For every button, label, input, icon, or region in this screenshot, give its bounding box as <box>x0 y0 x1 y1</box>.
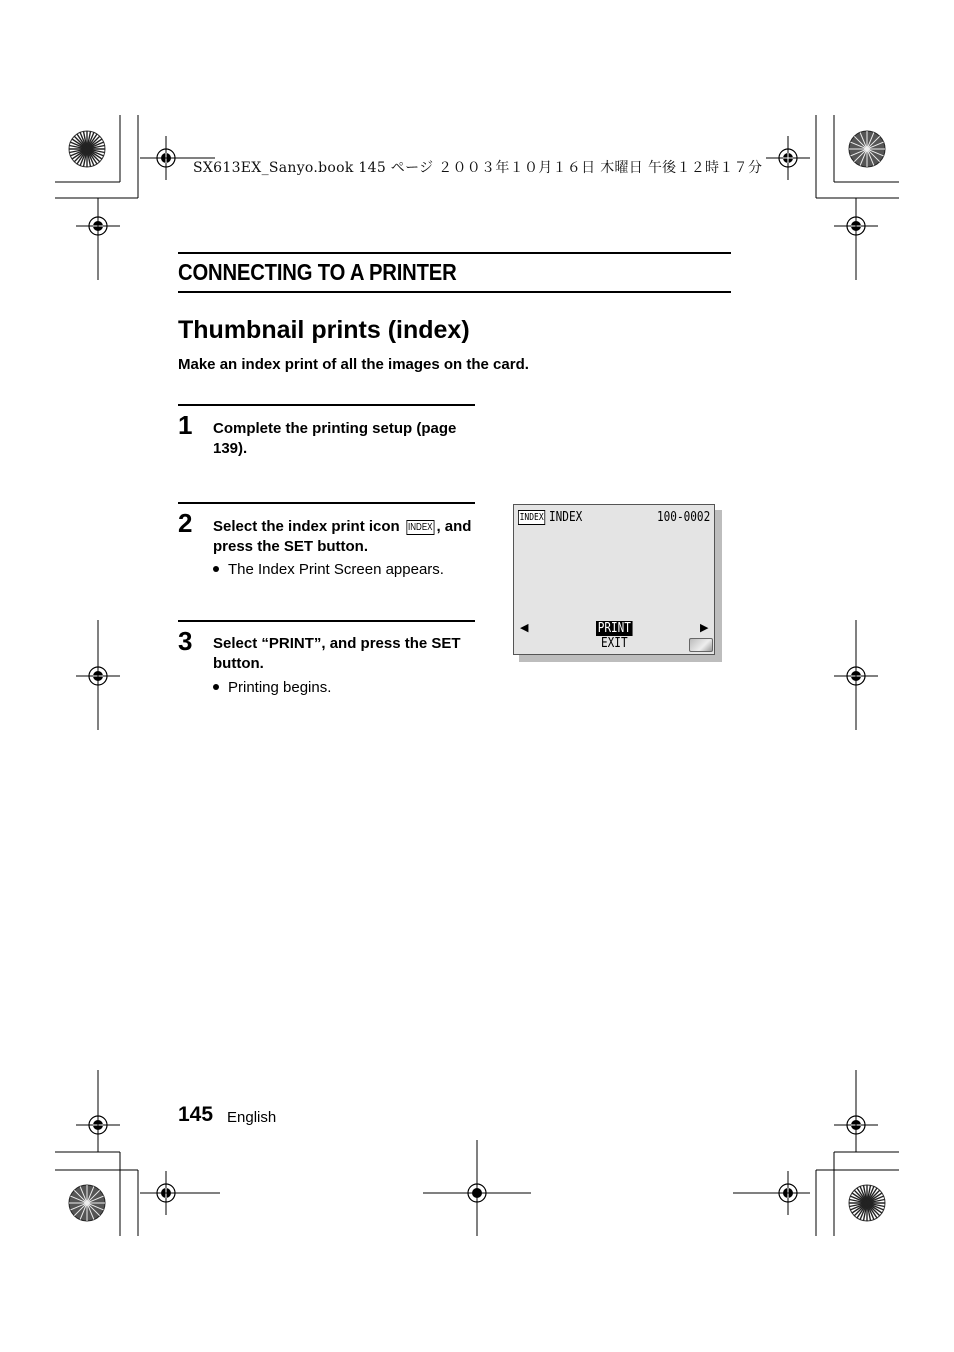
step-1-text <box>213 419 483 459</box>
step-3-line-1: Select “PRINT”, and press the SET <box>213 635 461 652</box>
step-1-rule <box>178 404 475 406</box>
section-title: CONNECTING TO A PRINTER <box>178 259 457 285</box>
step-2-rule <box>178 502 475 504</box>
step-2-line-2: press the SET button. <box>213 538 369 555</box>
step-2-text <box>213 517 488 557</box>
page-subtitle: Make an index print of all the images on the card. <box>178 356 529 373</box>
screen-mode-label: INDEX <box>549 510 583 525</box>
index-mode-icon: INDEX <box>519 512 544 523</box>
step-2-line-1-b: , and <box>436 518 472 535</box>
footer-language: English <box>227 1109 277 1126</box>
index-print-icon: INDEX <box>407 522 433 533</box>
page-title: Thumbnail prints (index) <box>178 316 470 344</box>
step-2-line-1-a: Select the index print icon <box>213 518 404 535</box>
file-header: SX613EX_Sanyo.book 145 ページ ２００３年１０月１６日 木曜日 午後１２時１７分 <box>193 160 763 176</box>
step-3-text <box>213 634 488 674</box>
step-3-bullet-text: Printing begins. <box>228 679 332 696</box>
step-2-number: 2 <box>178 508 193 538</box>
step-1-line-1: Complete the printing setup (page <box>213 420 457 437</box>
step-1-line-2: 139). <box>213 440 248 457</box>
memory-card-icon <box>689 638 713 652</box>
section-rule-bottom <box>178 291 731 293</box>
exit-option: EXIT <box>601 636 628 651</box>
step-2-bullet-text: The Index Print Screen appears. <box>228 561 444 578</box>
bullet-icon <box>213 566 219 572</box>
step-2-line-1 <box>213 517 488 537</box>
left-arrow-icon: ◀ <box>520 622 529 634</box>
step-3-line-2: button. <box>213 655 264 672</box>
step-2-bullet <box>213 560 444 580</box>
right-arrow-icon: ▶ <box>700 622 709 634</box>
section-rule-top <box>178 252 731 254</box>
step-1-number: 1 <box>178 410 193 440</box>
page-number: 145 <box>178 1103 214 1126</box>
step-3-bullet <box>213 678 331 698</box>
step-3-rule <box>178 620 475 622</box>
camera-screen <box>513 504 715 655</box>
print-option: PRINT <box>597 621 631 636</box>
step-3-number: 3 <box>178 626 193 656</box>
screen-file-number: 100-0002 <box>657 510 711 525</box>
bullet-icon <box>213 684 219 690</box>
